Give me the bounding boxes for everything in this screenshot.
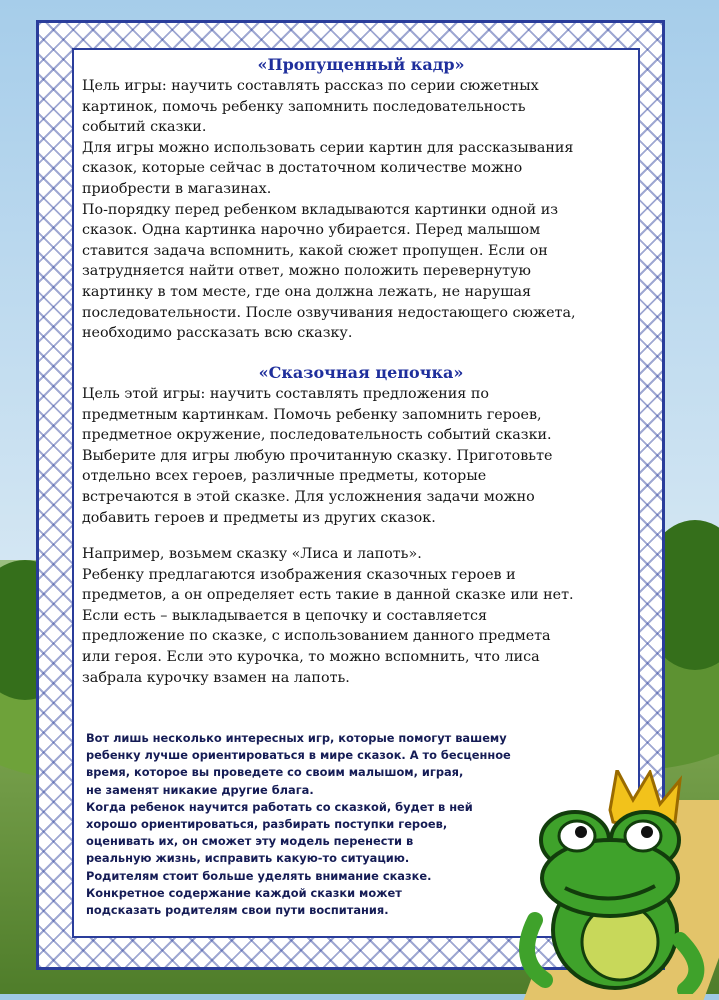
frog-prince-illustration <box>515 770 715 994</box>
text-line: картинок, помочь ребенку запомнить последовательность <box>82 98 526 115</box>
conclusion-line: ребенку лучше ориентироваться в мире сказок. А то бесценное <box>86 748 511 763</box>
section-title-fairytale-chain: «Сказочная цепочка» <box>258 363 464 382</box>
text-line: сказок. Одна картинка нарочно убирается. Перед малышом <box>82 222 541 239</box>
text-line: сказок, которые сейчас в достаточном количестве можно <box>82 160 523 177</box>
text-line: отдельно всех героев, различные предметы, которые <box>82 468 487 485</box>
conclusion-line: Когда ребенок научится работать со сказкой, будет в ней <box>86 799 473 814</box>
conclusion-line: подсказать родителям свои пути воспитания. <box>86 903 389 918</box>
section-title-missing-frame: «Пропущенный кадр» <box>257 55 465 74</box>
text-line: Если есть – выкладывается в цепочку и составляется <box>82 607 488 624</box>
text-line: По-порядку перед ребенком вкладываются картинки одной из <box>82 201 559 218</box>
conclusion-line: реальную жизнь, исправить какую-то ситуацию. <box>86 851 410 866</box>
section-fairytale-chain <box>82 362 640 528</box>
text-line: Ребенку предлагаются изображения сказочных героев и <box>82 566 516 583</box>
text-line: Цель игры: научить составлять рассказ по серии сюжетных <box>82 78 539 94</box>
text-line: Цель этой игры: научить составлять предложения по <box>82 386 489 402</box>
text-line: забрала курочку взамен на лапоть. <box>82 669 350 686</box>
text-line: предметов, а он определяет есть такие в данной сказке или нет. <box>82 587 574 604</box>
conclusion-line: Вот лишь несколько интересных игр, которые помогут вашему <box>86 731 507 745</box>
conclusion-line: Родителям стоит больше уделять внимание сказке. <box>86 868 432 883</box>
frog-icon <box>527 812 696 990</box>
text-line: событий сказки. <box>82 119 207 136</box>
text-line: предложение по сказке, с использованием данного предмета <box>82 628 551 645</box>
conclusion-line: Конкретное содержание каждой сказки может <box>86 885 402 900</box>
text-line: предметное окружение, последовательность событий сказки. <box>82 427 552 444</box>
text-line: встречаются в этой сказке. Для усложнения задачи можно <box>82 488 535 505</box>
conclusion-line: хорошо ориентироваться, разбирать поступки героев, <box>86 817 448 832</box>
text-line: Выберите для игры любую прочитанную сказку. Приготовьте <box>82 447 553 464</box>
conclusion-line: не заменят никакие другие блага. <box>86 782 314 797</box>
conclusion-line: оценивать их, он сможет эту модель перенести в <box>86 834 414 849</box>
text-line: добавить героев и предметы из других сказок. <box>82 509 436 526</box>
text-line: картинку в том месте, где она должна лежать, не нарушая <box>82 283 532 300</box>
text-line: приобрести в магазинах. <box>82 180 272 197</box>
text-line: предметным картинкам. Помочь ребенку запомнить героев, <box>82 406 542 423</box>
section-missing-frame <box>82 54 640 344</box>
section-conclusion <box>86 730 566 919</box>
text-line: необходимо рассказать всю сказку. <box>82 325 353 342</box>
conclusion-line: время, которое вы проведете со своим малышом, играя, <box>86 765 464 780</box>
text-line: Например, возьмем сказку «Лиса и лапоть». <box>82 546 422 562</box>
section-example <box>82 544 640 688</box>
text-line: последовательности. После озвучивания недостающего сюжета, <box>82 304 576 321</box>
text-line: Для игры можно использовать серии картин для рассказывания <box>82 139 574 156</box>
text-line: ставится задача вспомнить, какой сюжет пропущен. Если он <box>82 242 548 259</box>
text-line: затрудняется найти ответ, можно положить перевернутую <box>82 263 531 280</box>
text-line: или героя. Если это курочка, то можно вспомнить, что лиса <box>82 648 540 665</box>
